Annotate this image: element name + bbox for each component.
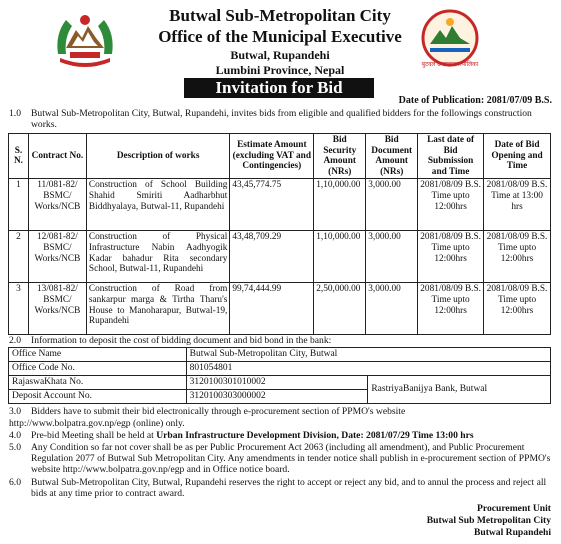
table-cell: 801054801 [186,362,550,376]
clause-3 [9,406,552,417]
table-cell: 2 [9,231,29,283]
column-header: Last date of Bid Submission and Time [418,134,484,179]
publication-date: Date of Publication: 2081/07/09 B.S. [398,95,552,106]
clause-number: 2.0 [9,335,21,346]
clause-4 [9,430,552,441]
table-cell: Construction of School Building Shahid Smiriti Aadharbhut Biddhyalaya, Butwal-11, Rupandehi [86,179,229,231]
table-cell: Construction of Physical Infrastructure Nabin Aadhyogik Kadar bahadur Rita secondary School, Butwal-11, Rupandehi [86,231,229,283]
column-header: Estimate Amount (excluding VAT and Contingencies) [230,134,314,179]
clause-text: Butwal Sub-Metropolitan City, Butwal, Rupandehi, invites bids from eligible and qualified bidders for the followings construction works. [31,108,532,130]
table-cell: 2081/08/09 B.S. Time upto 12:00hrs [418,283,484,335]
column-header: Date of Bid Opening and Time [484,134,551,179]
bank-name-cell: RastriyaBanijya Bank, Butwal [368,376,551,404]
table-cell: 3120100303000002 [186,390,368,404]
clause-text: http://www.bolpatra.gov.np/egp (online) only. [9,418,185,429]
column-header: S. N. [9,134,29,179]
clause-number: 3.0 [9,406,21,417]
municipality-logo-icon [420,8,480,72]
table-cell: 1,10,000.00 [314,179,366,231]
table-row [9,376,551,390]
clause-text: Pre-bid Meeting shall be held at [31,430,157,441]
bid-table-header-row [9,134,551,179]
table-cell: Office Code No. [9,362,187,376]
column-header: Bid Document Amount (NRs) [366,134,418,179]
clause-3-url [9,418,552,429]
clause-number: 5.0 [9,442,21,453]
table-cell: Office Name [9,348,187,362]
table-cell: 3,000.00 [366,283,418,335]
table-cell: 1,10,000.00 [314,231,366,283]
signature-office: Butwal Sub Metropolitan City [426,515,551,526]
header-city-name: Butwal Sub-Metropolitan City [169,6,391,25]
table-cell: 43,48,709.29 [230,231,314,283]
clause-6 [9,477,552,499]
table-cell: 2081/08/09 B.S. Time upto 12:00hrs [484,231,551,283]
table-cell: 3 [9,283,29,335]
table-cell: 3120100301010002 [186,376,368,390]
signature-unit: Procurement Unit [477,503,551,514]
table-cell: Construction of Road from sankarpur marga & Tirtha Tharu's House to Manoharapur, Butwal-19, Rupandehi [86,283,229,335]
table-cell: Deposit Account No. [9,390,187,404]
column-header: Description of works [86,134,229,179]
header-address: Butwal, Rupandehi [230,48,330,62]
table-row [9,231,551,283]
header-office-name: Office of the Municipal Executive [158,27,402,46]
clause-number: 6.0 [9,477,21,488]
table-cell: 11/081-82/ BSMC/ Works/NCB [28,179,86,231]
logo-caption: बुटवल उपमहानगरपालिका [421,61,479,68]
header-province: Lumbini Province, Nepal [215,63,345,77]
notice-title: Invitation for Bid [184,78,374,98]
table-cell: 43,45,774.75 [230,179,314,231]
table-cell: 3,000.00 [366,179,418,231]
table-row [9,179,551,231]
table-cell: RajaswaKhata No. [9,376,187,390]
table-cell: 99,74,444.99 [230,283,314,335]
table-row [9,283,551,335]
deposit-table [8,347,551,404]
table-cell: 1 [9,179,29,231]
clause-text: Information to deposit the cost of bidding document and bid bond in the bank: [31,335,332,346]
clause-text: Butwal Sub-Metropolitan City, Butwal, Rupandehi reserves the right to accept or reject any bid, and to annul the process and reject all bids at any time prior to contract award. [31,477,547,499]
table-cell: 2081/08/09 B.S. Time upto 12:00hrs [418,231,484,283]
table-row [9,348,551,362]
meeting-details: Urban Infrastructure Development Division, Date: 2081/07/29 Time 13:00 hrs [156,430,474,441]
intro-paragraph [9,108,552,130]
table-cell: 3,000.00 [366,231,418,283]
clause-text: Any Condition so far not cover shall be as per Public Procurement Act 2063 (including all amendment), and Public Procurement Regulation 2077 of Butwal Sub Metropolitan City. Any amendments in tender notice shall publish in e-procurement section of PPMO's website http://www.bolpatra.gov.np/egp and in Office notice board. [31,442,551,475]
clause-5 [9,442,552,475]
deposit-intro-paragraph [9,335,552,346]
table-cell: Butwal Sub-Metropolitan City, Butwal [186,348,550,362]
table-cell: 2,50,000.00 [314,283,366,335]
table-cell: 12/081-82/ BSMC/ Works/NCB [28,231,86,283]
clause-number: 4.0 [9,430,21,441]
clause-number: 1.0 [9,108,21,119]
clause-text: Bidders have to submit their bid electronically through e-procurement section of PPMO's website [31,406,406,417]
column-header: Contract No. [28,134,86,179]
table-cell: 2081/08/09 B.S. Time at 13:00 hrs [484,179,551,231]
nepal-emblem-icon [52,8,118,70]
column-header: Bid Security Amount (NRs) [314,134,366,179]
bid-table [8,133,551,335]
table-cell: 2081/08/09 B.S. Time upto 12:00hrs [418,179,484,231]
table-cell: 13/081-82/ BSMC/ Works/NCB [28,283,86,335]
table-cell: 2081/08/09 B.S. Time upto 12:00hrs [484,283,551,335]
table-row [9,362,551,376]
signature-location: Butwal Rupandehi [473,527,551,538]
